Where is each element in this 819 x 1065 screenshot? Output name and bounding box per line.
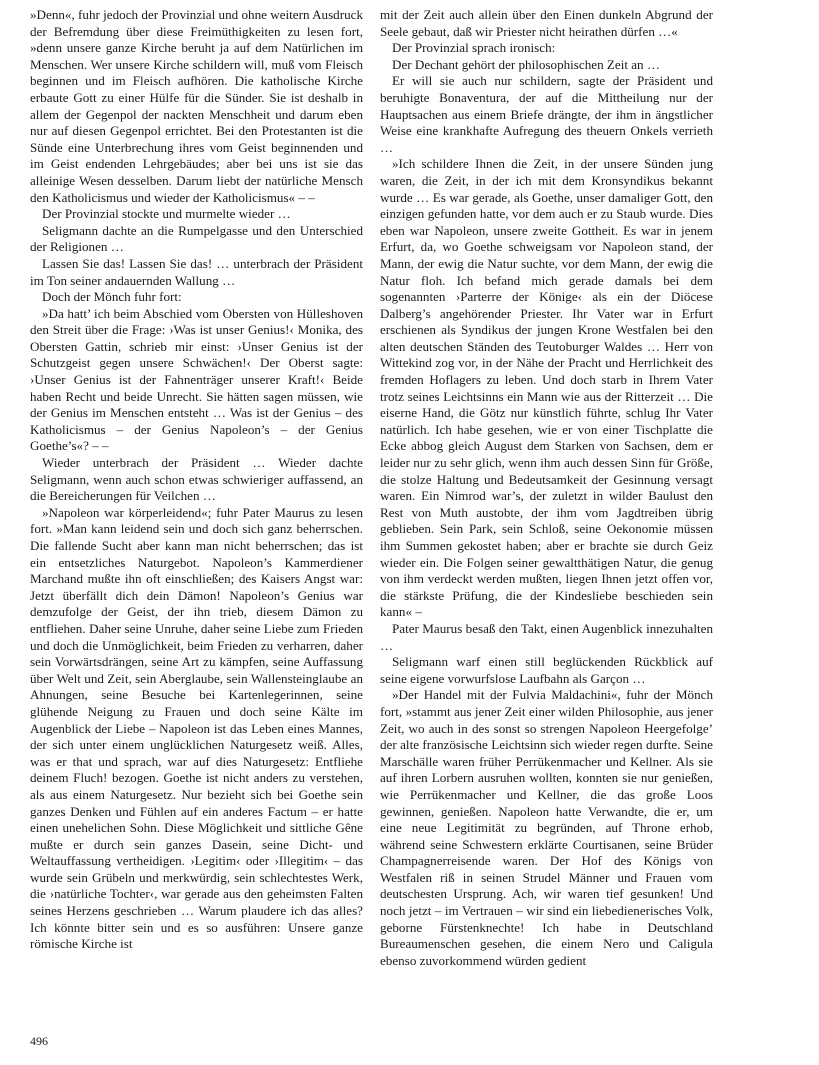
paragraph: Der Provinzial sprach ironisch: <box>392 40 556 56</box>
paragraph: »Denn«, fuhr jedoch der Provinzial und ohne weitern Ausdruck der Befremdung über diese Freimüthigkeiten zu lesen fort, »denn unsere ganze Kirche beruht ja auf dem Natürlichen im Menschen. Wer unsere Kirche schildern will, muß vom Fleisch beginnen und im Fleisch aufhören. Die katholische Kirche erbaute Gott zu einer Hülfe für die Sünder. Sie ist deshalb in allem der Gegenpol der nackten Menschheit und darum eben nur auf diesen Gegenpol errichtet. Bei den Protestanten ist die Sünde eine Unterbrechung ihres vom Geist beginnenden und im Geist endenden Lehrgebäudes; aber bei uns ist sie das alleinige Wesen desselben. Darum liebt der natürliche Mensch den Katholicismus und wieder der Katholicismus« – – <box>30 7 363 205</box>
paragraph: Doch der Mönch fuhr fort: <box>42 289 182 305</box>
paragraph: »Napoleon war körperleidend«; fuhr Pater Maurus zu lesen fort. »Man kann leidend sein und doch sich ganz beherrschen. Die fallende Sucht aber kann man nicht beherrschen; das ist ein entsetzliches Naturgebot. Napoleon’s Kammerdiener Marchand mußte ihn oft einschließen; des Kaisers Angst war: Jetzt überfällt dich dein Dämon! Napoleon’s Genius war demzufolge der Geist, der ihn trieb, diesem Dämon zu entfliehen. Daher seine Unruhe, daher seine Liebe zum Frieden und doch die Unmöglichkeit, beim Frieden zu verharren, daher sein Vorwärtsdrängen, seine Art zu kämpfen, seine Auffassung über Welt und Zeit, sein Aberglaube, sein Wallensteinglaube an Ahnungen, seine Besuche bei Kartenlegerinnen, seine glühende Neigung zu Frauen und doch seine Kälte im Augenblick der Liebe – Napoleon ist das Leben eines Mannes, der sich unter einem unglücklichen Naturgesetz weiß. Alles, was er that und sprach, war auf dies Naturgesetz: Entfliehe deinem Fluch! bezogen. Goethe ist nicht anders zu verstehen, als aus einem Naturgesetz. Nur bezieht sich bei Goethe sein ganzes Denken und Fühlen auf ein anderes Factum – er hatte einen unehelichen Sohn. Diese Möglichkeit und sittliche Gêne mußte er durch sein ganzes Dasein, seine Dicht- und Weltauffassung vertheidigen. ›Legitim‹ oder ›Illegitim‹ – das wurde sein Grübeln und merkwürdig, sein schlechtestes Werk, die ›natürliche Tochter‹, war gerade aus den geheimsten Falten seines Herzens geschrieben … Warum plaudere ich das alles? Ich könnte bitter sein und es so ausführen: Unsere ganze römische Kirche ist <box>30 504 363 952</box>
paragraph: »Da hatt’ ich beim Abschied vom Obersten von Hülleshoven den Streit über die Frage: ›Was ist unser Genius!‹ Monika, des Obersten Gattin, schrieb mir einst: ›Unser Genius ist der Schutzgeist gegen unsere Schwächen!‹ Der Oberst sagte: ›Unser Genius ist der Fahnenträger unserer Kraft!‹ Beide haben Recht und beide Unrecht. Sie hätten sagen müssen, wie der Genius im Menschen entsteht … Was ist der Genius – des Katholicismus – der Genius Napoleon’s – der Genius Goethe’s«? – – <box>30 305 363 454</box>
paragraph: mit der Zeit auch allein über den Einen dunkeln Abgrund der Seele gebaut, daß wir Priester nicht heirathen dürfen …« <box>380 7 713 39</box>
left-text-column <box>30 7 363 953</box>
paragraph: Wieder unterbrach der Präsident … Wieder dachte Seligmann, wenn auch schon etwas schwieriger auffassend, an die Bereicherungen für Veilchen … <box>30 455 363 504</box>
paragraph: »Der Handel mit der Fulvia Maldachini«, fuhr der Mönch fort, »stammt aus jener Zeit einer wilden Philosophie, aus jener Zeit, wo auch in des sonst so strengen Napoleon Heergefolge’ der alte französische Leichtsinn sich wieder regen durfte. Seine Marschälle waren früher Perrükenmacher und Kellner. Als sie auf ihren Lorbern ausruhen wollten, konnten sie nur genießen, wie Perrükenmacher und Kellner, die das große Loos gewinnen, genießen. Napoleon hatte Verwandte, die er, um eine neue Legitimität zu begründen, auf Throne erhob, während seine Schwestern erklärte Courtisanen, seine Brüder Champagnerreisende waren. Der Hof des Königs von Westfalen riß in seinen Strudel Männer und Frauen vom deutschesten Ursprung. Ach, wir waren tief gesunken! Und noch jetzt – im Vertrauen – wir sind ein liebedienerisches Volk, geborne Fürstenknechte! Ich habe in Deutschland Bureaumenschen gesehen, die einem Nero und Caligula ebenso zuvorkommend würden gedient <box>380 687 713 968</box>
paragraph: Seligmann warf einen still beglückenden Rückblick auf seine eigene vorwurfslose Laufbahn als Garçon … <box>380 654 713 686</box>
paragraph: Pater Maurus besaß den Takt, einen Augenblick innezuhalten … <box>380 620 713 653</box>
paragraph: Der Provinzial stockte und murmelte wieder … <box>42 206 291 222</box>
page-number: 496 <box>30 1034 48 1048</box>
paragraph: »Ich schildere Ihnen die Zeit, in der unsere Sünden jung waren, die Zeit, in der ich mit dem Kronsyndikus bekannt wurde … Es war gerade, als Goethe, unser damaliger Gott, den einzigen gefunden hatte, vor dem auch er zu Staub wurde. Dies eben war Napoleon, unsere zweite Gottheit. Es war in jenem Erfurt, da, wo Goethe schweigsam vor Napoleon stand, der Mann, der ewig die Natur suchte, vor dem Mann, der ewig die Natur floh. Ich befand mich gerade damals bei dem sogenannten ›Parterre der Könige‹ als ein der Diöcese Dalberg’s angehörender Priester. Ihr Vater war in Erfurt erschienen als Syndikus der jungen Krone Westfalen bei den alten deutschen Ständen des Teutoburger Waldes … Herr von Wittekind zog vor, in der Nähe der Pracht und Herrlichkeit des fremden Hoflagers zu leben. Und doch starb in Ihrem Vater trotz seines Leichtsinns ein Mann wie aus der Ritterzeit … Die eiserne Hand, die Götz nur künstlich führte, schlug Ihr Vater natürlich. Ich habe gesehen, wie er von einer Tischplatte die Ecke abbog gleich August dem Starken von Sachsen, dem er leider nur zu sehr glich, wenn ihm auch dessen Sinn für Größe, die stolze Haltung und Bedeutsamkeit der Gesinnung versagt waren. Ein Nimrod war’s, der zuletzt in wilder Baulust den Rest von Muth austobte, der ihm vom Jagdtreiben übrig geblieben. Sein Park, sein Schloß, seine Oekonomie müssen ihm Summen gekostet haben; aber er brachte sie durch Geiz wieder ein. Die Folgen seiner gewaltthätigen Natur, die genug von ihm verdeckt werden mußten, liegen Ihnen jetzt offen vor, die stärkste Prüfung, die der Kindesliebe beschieden sein kann« – <box>380 156 713 620</box>
paragraph: Er will sie auch nur schildern, sagte der Präsident und beruhigte Bonaventura, der auf die Mittheilung nur der Hauptsachen aus einem Briefe drängte, der ihm in ängstlicher Weise eine krankhafte Aufregung des theuern Onkels verrieth … <box>380 73 713 155</box>
paragraph: Lassen Sie das! Lassen Sie das! … unterbrach der Präsident im Ton seiner andauernden Wallung … <box>30 255 363 288</box>
paragraph: Der Dechant gehört der philosophischen Zeit an … <box>392 56 660 72</box>
paragraph: Seligmann dachte an die Rumpelgasse und den Unterschied der Religionen … <box>30 222 363 255</box>
right-text-column <box>380 7 713 969</box>
